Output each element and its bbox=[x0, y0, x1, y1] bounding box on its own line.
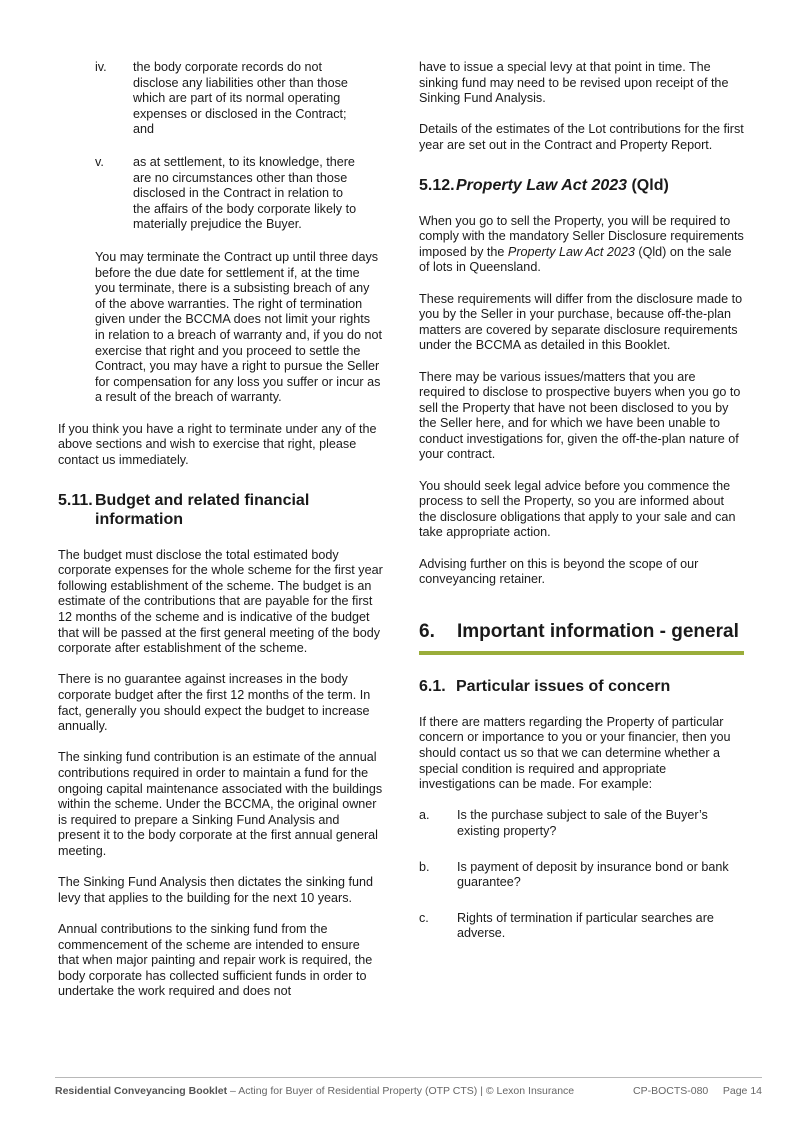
footer-booklet-name: Residential Conveyancing Booklet bbox=[55, 1085, 228, 1097]
pla-paragraph-1 bbox=[419, 214, 744, 276]
budget-paragraph-5: Annual contributions to the sinking fund from the commencement of the scheme are intended to ensure that when major painting and repair work is required, the body corporate has collected sufficient funds in order to undertake the work required and does not bbox=[58, 921, 373, 999]
footer-title bbox=[55, 1085, 574, 1097]
pla-paragraph-3: There may be various issues/matters that you are required to disclose to prospective buyers when you go to sell the Property that have not been disclosed to you by the Seller here, and for which we have been unable to conduct investigations for, given the off-the-plan nature of your contract. bbox=[419, 369, 741, 462]
continued-paragraph: have to issue a special levy at that point in time. The sinking fund may need to be revised upon receipt of the Sinking Fund Analysis. bbox=[419, 60, 729, 106]
section-title-rest: (Qld) bbox=[627, 176, 669, 194]
section-number: 5.11. bbox=[58, 491, 93, 509]
list-number: v. bbox=[95, 154, 104, 169]
pla-paragraph-4: You should seek legal advice before you commence the process to sell the Property, so you are informed about the disclosure obligations that apply to your sale and can take appropriate action. bbox=[419, 478, 736, 540]
document-code: CP-BOCTS-080 bbox=[633, 1085, 709, 1097]
text-run: (Qld) on the sale of lots in Queensland. bbox=[419, 244, 732, 275]
section-title bbox=[456, 176, 744, 195]
section-title-italic: Property Law Act 2023 bbox=[456, 176, 628, 194]
list-text: the body corporate records do not disclose any liabilities other than those which are part of its normal operating expenses or disclosed in the Contract; and bbox=[133, 60, 348, 137]
termination-paragraph: You may terminate the Contract up until three days before the due date for settlement if, at the time you terminate, there is a subsisting breach of any of the above warranties. The right of termination given under the BCCMA does not limit your rights in relation to a breach of warranty and, if you do not exercise that right and you proceed to settle the Contract, you may have a right to pursue the Seller for compensation for any loss you suffer or incur as a result of the breach of warranty. bbox=[95, 249, 383, 405]
section-number: 6. bbox=[419, 620, 435, 642]
list-text: Rights of termination if particular searches are adverse. bbox=[457, 910, 714, 941]
pla-paragraph-5: Advising further on this is beyond the scope of our conveyancing retainer. bbox=[419, 556, 699, 587]
section-number: 5.12. bbox=[419, 176, 455, 194]
list-item-a bbox=[419, 808, 744, 839]
text-run: When you go to sell the Property, you will be required to comply with the mandatory Seller Disclosure requirements imposed by the bbox=[419, 213, 744, 259]
section-heading-6-1 bbox=[419, 677, 744, 696]
section-heading-6 bbox=[419, 620, 744, 655]
list-number: iv. bbox=[95, 60, 107, 74]
budget-paragraph-2: There is no guarantee against increases in the body corporate budget after the first 12 months of the term. In fact, generally you should expect the budget to increase annually. bbox=[58, 672, 371, 734]
budget-paragraph-3: The sinking fund contribution is an estimate of the annual contributions required in order to maintain a fund for the ongoing capital maintenance associated with the buildings within the scheme. Under the BCCMA, the original owner is required to prepare a Sinking Fund Analysis and present it to the body corporate at the first annual general meeting. bbox=[58, 750, 383, 858]
section-heading-5-11 bbox=[58, 491, 383, 529]
section-title: Important information - general bbox=[457, 620, 739, 642]
footer-subtitle: – Acting for Buyer of Residential Property (OTP CTS) | © Lexon Insurance bbox=[227, 1085, 575, 1097]
list-item-v bbox=[58, 155, 383, 233]
list-letter: b. bbox=[419, 859, 430, 874]
budget-paragraph-1: The budget must disclose the total estimated body corporate expenses for the whole scheme for the first year following establishment of the scheme. The budget is an estimate of the contributions that are payable for the first 12 months of the scheme and is indicative of the budget that will be passed at the first general meeting of the body corporate after establishment of the scheme. bbox=[58, 547, 383, 656]
list-item-iv bbox=[58, 60, 383, 138]
list-text: Is payment of deposit by insurance bond or bank guarantee? bbox=[457, 859, 729, 890]
page-footer bbox=[55, 1077, 762, 1097]
page-number: Page 14 bbox=[722, 1085, 762, 1097]
concern-paragraph: If there are matters regarding the Property of particular concern or importance to you or your financier, then you should contact us so that we can determine whether a special condition is required and appropriate investigations can be made. For example: bbox=[419, 714, 731, 792]
right-column bbox=[419, 60, 744, 962]
section-title: Budget and related financial information bbox=[95, 491, 310, 528]
section-title: Particular issues of concern bbox=[456, 677, 671, 695]
list-item-b bbox=[419, 860, 744, 891]
section-heading-5-12 bbox=[419, 176, 744, 195]
pla-paragraph-2: These requirements will differ from the disclosure made to you by the Seller in your purchase, because off-the-plan matters are covered by separate disclosure requirements under the BCCMA as detailed in this Booklet. bbox=[419, 291, 743, 353]
list-text: as at settlement, to its knowledge, there are no circumstances other than those disclosed in the Contract in relation to the affairs of the body corporate likely to materially prejudice the Buyer. bbox=[133, 154, 357, 232]
list-item-c bbox=[419, 911, 744, 942]
left-column bbox=[58, 60, 383, 1015]
budget-paragraph-4: The Sinking Fund Analysis then dictates the sinking fund levy that applies to the building for the next 10 years. bbox=[58, 875, 374, 905]
contact-paragraph: If you think you have a right to terminate under any of the above sections and wish to exercise that right, please contact us immediately. bbox=[58, 421, 377, 468]
list-letter: c. bbox=[419, 910, 429, 925]
list-text: Is the purchase subject to sale of the Buyer’s existing property? bbox=[457, 808, 708, 838]
footer-meta bbox=[633, 1085, 762, 1097]
list-letter: a. bbox=[419, 808, 430, 823]
details-paragraph: Details of the estimates of the Lot contributions for the first year are set out in the Contract and Property Report. bbox=[419, 122, 744, 152]
section-number: 6.1. bbox=[419, 677, 446, 695]
act-name: Property Law Act 2023 bbox=[507, 244, 635, 259]
